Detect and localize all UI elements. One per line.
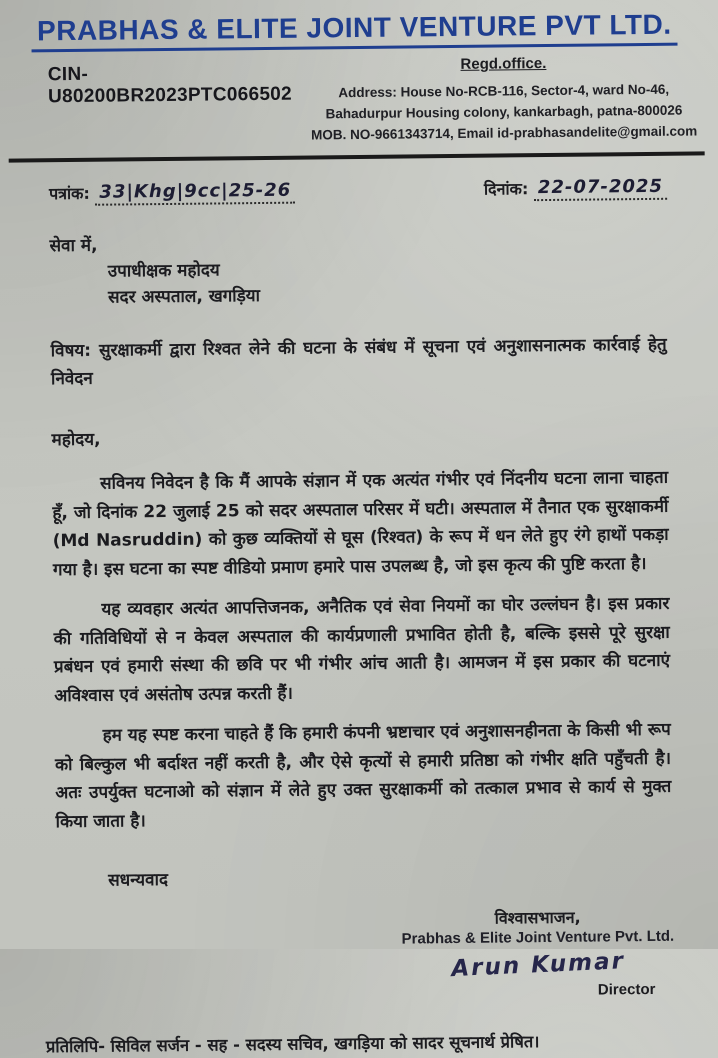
signatory-designation: Director (597, 980, 656, 999)
greeting: महोदय, (51, 429, 101, 451)
regd-office-block (307, 53, 700, 145)
signature-block (393, 905, 684, 1001)
letter-date (484, 176, 667, 203)
regd-office-label: Regd.office. (460, 55, 547, 73)
letter-date-label: दिनांक: (483, 179, 529, 199)
recipient-salutation: सेवा में, (49, 235, 98, 257)
subject-line: विषय: सुरक्षाकर्मी द्वारा रिश्वत लेने की घटना के संबंध में सूचना एवं अनुशासनात्मक कार्रवाई हेतु निवेदन (50, 334, 667, 390)
letterhead (0, 8, 714, 53)
signatory-company: Prabhas & Elite Joint Venture Pvt. Ltd. (401, 927, 675, 948)
cc-line: प्रतिलिपि- सिविल सर्जन - सह - सदस्य सचिव, खगड़िया को सादर सूचनार्थ प्रेषित। (45, 1032, 540, 1057)
faithfully-line: विश्वासभाजन, (494, 907, 581, 928)
address-line-1: Address: House No-RCB-116, Sector-4, ward No-46, (338, 81, 670, 101)
body-paragraph-3: हम यह स्पष्ट करना चाहते हैं कि हमारी कंपनी भ्रष्टाचार एवं अनुशासनहीनता के किसी भी रूप को बिल्कुल भी बर्दाश्त नहीं करती है, और ऐसे कृत्यों से हमारी प्रतिष्ठा को गंभीर क्षति पहुँचती है। अतः उपर्युक्त घटनाओ को संज्ञान में लेते हुए उक्त सुरक्षाकर्मी को तत्काल प्रभाव से कार्य से मुक्त किया जाता है। (54, 719, 672, 832)
cin-number: CIN-U80200BR2023PTC066502 (47, 63, 293, 108)
recipient-block (0, 200, 716, 312)
recipient-line-2: सदर अस्पताल, खगड़िया (108, 286, 261, 308)
letterhead-details (0, 45, 715, 149)
address-line-2: Bahadurpur Housing colony, kankarbagh, patna-800026 (325, 102, 683, 122)
letter-number-value: 33|Khg|9cc|25-26 (95, 180, 295, 206)
recipient-line-1: उपाधीक्षक महोदय (107, 260, 220, 282)
address-line-3: MOB. NO-9661343714, Email id-prabhasandelite@gmail.com (311, 123, 698, 143)
letter-number-label: पत्रांक: (48, 183, 90, 204)
letter-date-value: 22-07-2025 (534, 176, 667, 201)
body-paragraph-1: सविनय निवेदन है कि मैं आपके संज्ञान में एक अत्यंत गंभीर एवं निंदनीय घटना लाना चाहता हूँ, जो दिनांक 22 जुलाई 25 को सदर अस्पताल परिसर में घटी। अस्पताल में तैनात एक सुरक्षाकर्मी (Md Nasruddin) को कुछ व्यक्तियों से घूस (रिश्वत) के रूप में धन लेते हुए रंगे हाथों पकड़ा गया है। इस घटना का स्पष्ट वीडियो प्रमाण हमारे पास उपलब्ध है, जो इस कृत्य की पुष्टि करता है। (52, 467, 669, 580)
meta-row (0, 155, 715, 208)
body-paragraph-2: यह व्यवहार अत्यंत आपत्तिजनक, अनैतिक एवं सेवा नियमों का घोर उल्लंघन है। इस प्रकार की गतिविधियों से न केवल अस्पताल की कार्यप्रणाली प्रभावित होती है, बल्कि इससे पूरे सुरक्षा प्रबंधन एवं हमारी संस्था की छवि पर भी गंभीर आंच आती है। आमजन में इस प्रकार की घटनाएं अविश्वास एवं असंतोष उत्पन्न करती हैं। (53, 593, 671, 706)
handwritten-signature: Arun Kumar (450, 948, 626, 983)
thanks-line: सधन्यवाद (108, 870, 169, 891)
company-title: PRABHAS & ELITE JOINT VENTURE PVT LTD. (31, 9, 678, 53)
letter-number (49, 180, 295, 208)
